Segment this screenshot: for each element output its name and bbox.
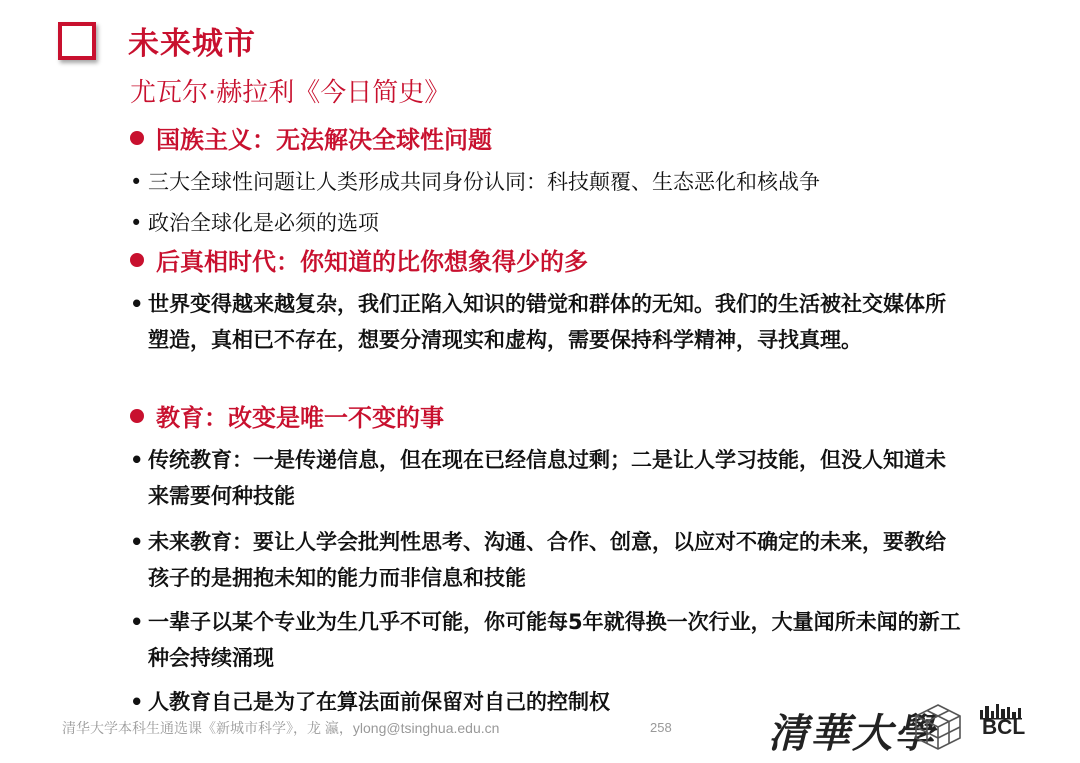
red-dot-icon: [130, 131, 144, 145]
bcl-logo-text: BCL: [982, 716, 1026, 739]
bullet-item: • 传统教育：一是传递信息，但在现在已经信息过剩；二是让人学习技能，但没人知道未来需要何种技能: [130, 448, 946, 508]
section-heading-nationalism: 国族主义：无法解决全球性问题: [130, 120, 492, 155]
lab-cube-logo-icon: [912, 702, 964, 752]
bullet-item: • 政治全球化是必须的选项: [130, 211, 379, 235]
section-heading-education: 教育：改变是唯一不变的事: [130, 398, 444, 433]
bullet-item: • 人教育自己是为了在算法面前保留对自己的控制权: [130, 690, 610, 714]
red-dot-icon: [130, 409, 144, 423]
bullet-item: • 未来教育：要让人学会批判性思考、沟通、合作、创意，以应对不确定的未来，要教给孩子的是拥抱未知的能力而非信息和技能: [130, 530, 946, 590]
title-square-icon: [58, 22, 96, 60]
footer-course-info: 清华大学本科生通选课《新城市科学》，龙 瀛，ylong@tsinghua.edu.cn: [62, 720, 500, 736]
bcl-logo: [978, 702, 1026, 750]
bullet-item: • 世界变得越来越复杂，我们正陷入知识的错觉和群体的无知。我们的生活被社交媒体所塑造，真相已不存在，想要分清现实和虚构，需要保持科学精神，寻找真理。: [130, 292, 946, 352]
slide-title: 未来城市: [128, 26, 256, 62]
slide-subtitle: 尤瓦尔·赫拉利《今日简史》: [130, 78, 451, 108]
red-dot-icon: [130, 253, 144, 267]
tsinghua-logo: 清華大學: [768, 710, 936, 757]
bullet-item: • 三大全球性问题让人类形成共同身份认同：科技颠覆、生态恶化和核战争: [130, 170, 820, 194]
section-heading-post-truth: 后真相时代：你知道的比你想象得少的多: [130, 242, 588, 277]
page-number: 258: [650, 720, 672, 735]
bullet-item: • 一辈子以某个专业为生几乎不可能，你可能每5年就得换一次行业，大量闻所未闻的新工种会持续涌现: [130, 610, 961, 670]
